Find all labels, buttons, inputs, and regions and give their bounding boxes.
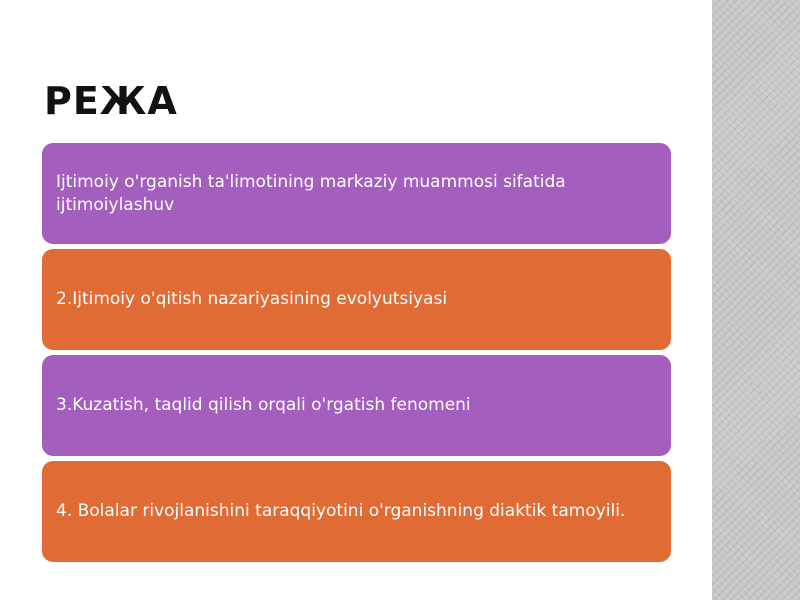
list-item-1-text: Ijtimoiy o'rganish ta'limotining markaziy muammosi sifatida ijtimoiylashuv [56,172,566,215]
list-item-4 [42,461,671,562]
decorative-side-panel [712,0,800,600]
list-item-2-text: 2.Ijtimoiy o'qitish nazariyasining evolyutsiyasi [56,289,448,310]
list-item-1 [42,143,671,244]
list-item-3-text: 3.Kuzatish, taqlid qilish orqali o'rgatish fenomeni [56,395,471,416]
slide-title: РЕЖА [44,79,178,123]
list-item-2 [42,249,671,350]
list-item-4-text: 4. Bolalar rivojlanishini taraqqiyotini o'rganishning diaktik tamoyili. [56,501,626,522]
list-item-3 [42,355,671,456]
